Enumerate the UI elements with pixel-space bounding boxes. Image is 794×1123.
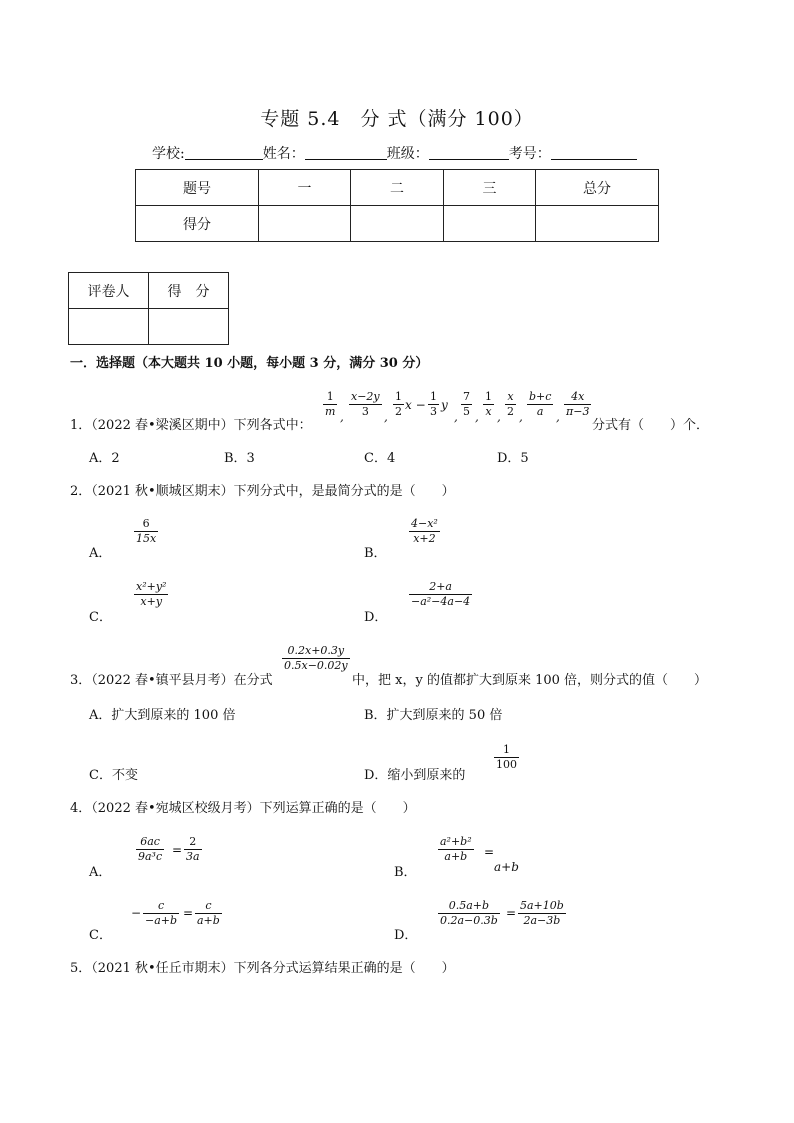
section-heading: 一．选择题（本大题共 10 小题，每小题 3 分，满分 30 分） bbox=[70, 356, 429, 371]
question-1-stem-prefix: 1．（2022 春•梁溪区期中）下列各式中： bbox=[70, 418, 312, 433]
question-3-option-b[interactable]: B．扩大到原来的 50 倍 bbox=[364, 708, 503, 723]
math-expression: $\frac{6}{15x}$ bbox=[136, 517, 157, 545]
math-expression: $\frac{2}{3a}$ bbox=[186, 835, 200, 863]
math-expression: $\frac{x}{2}$ bbox=[507, 390, 514, 418]
score-cell: 一 bbox=[259, 170, 351, 206]
question-5-stem: 5．（2021 秋•任丘市期末）下列各分式运算结果正确的是（ ） bbox=[70, 961, 455, 976]
math-expression: $\frac{6ac}{\text{9a³c}}$ bbox=[138, 835, 163, 863]
question-3-option-c[interactable]: C．不变 bbox=[89, 768, 138, 783]
question-1-stem-suffix: 分式有（ ）个． bbox=[592, 418, 710, 433]
grader-input-cell[interactable] bbox=[69, 309, 149, 345]
question-4-option-d[interactable]: D． bbox=[394, 928, 418, 943]
math-expression: $\frac{1}{3}$ bbox=[430, 390, 437, 418]
question-1-option-d[interactable]: D．5 bbox=[497, 451, 529, 466]
question-4-stem: 4．（2022 春•宛城区校级月考）下列运算正确的是（ ） bbox=[70, 801, 416, 816]
question-1-option-c[interactable]: C．4 bbox=[364, 451, 396, 466]
class-field[interactable] bbox=[429, 145, 509, 160]
question-1-option-a[interactable]: A．2 bbox=[89, 451, 120, 466]
math-expression: $\frac{7}{5}$ bbox=[463, 390, 470, 418]
school-label: 学校: bbox=[152, 146, 185, 162]
question-3-stem-suffix: 中，把 x，y 的值都扩大到原来 100 倍，则分式的值（ ） bbox=[352, 673, 708, 688]
score-table-header-row bbox=[136, 170, 659, 206]
score-cell: 题号 bbox=[136, 170, 259, 206]
student-info-line bbox=[152, 143, 637, 163]
math-expression: $\frac{1}{100}$ bbox=[496, 743, 517, 771]
math-expression: $\frac{5a+10b}{2a-3b}$ bbox=[520, 899, 564, 927]
score-table-score-row bbox=[136, 206, 659, 242]
math-expression: $\frac{0.2x+0.3y}{0.5x-0.02y}$ bbox=[284, 644, 348, 672]
math-expression: $\frac{x-2y}{3}$ bbox=[351, 390, 380, 418]
question-2-option-c[interactable]: C． bbox=[89, 610, 112, 625]
score-cell: 二 bbox=[351, 170, 444, 206]
math-expression: $\frac{1}{2}$ bbox=[395, 390, 402, 418]
math-expression: $\frac{c}{a+b}$ bbox=[197, 899, 220, 927]
math-expression: $\frac{\text{4−x²}}{x+2}$ bbox=[411, 517, 438, 545]
question-1-option-b[interactable]: B．3 bbox=[224, 451, 255, 466]
math-expression: $\frac{2+a}{\text{−a²−4a−4}}$ bbox=[411, 580, 471, 608]
question-4-option-b[interactable]: B． bbox=[394, 865, 417, 880]
question-2-option-d[interactable]: D． bbox=[364, 610, 388, 625]
question-2-option-b[interactable]: B． bbox=[364, 546, 387, 561]
score-cell: 三 bbox=[444, 170, 536, 206]
math-expression: $\frac{\text{a²+b²}}{a+b}$ bbox=[440, 835, 472, 863]
score-input-cell[interactable] bbox=[351, 206, 444, 242]
name-label: 姓名： bbox=[262, 146, 305, 162]
name-field[interactable] bbox=[305, 145, 387, 160]
question-2-option-a[interactable]: A． bbox=[89, 546, 112, 561]
score-cell: 得分 bbox=[136, 206, 259, 242]
math-expression: a+b bbox=[494, 860, 519, 874]
question-3-stem-prefix: 3．（2022 春•镇平县月考）在分式 bbox=[70, 673, 273, 688]
math-expression: $\frac{c}{-a+b}$ bbox=[145, 899, 178, 927]
question-2-stem: 2．（2021 秋•顺城区期末）下列分式中，是最简分式的是（ ） bbox=[70, 484, 455, 499]
exam-no-label: 考号： bbox=[508, 146, 551, 162]
math-expression: $\frac{1}{m}$ bbox=[325, 390, 336, 418]
grader-table bbox=[68, 272, 229, 345]
class-label: 班级： bbox=[386, 146, 429, 162]
question-3-option-a[interactable]: A．扩大到原来的 100 倍 bbox=[89, 708, 236, 723]
school-field[interactable] bbox=[185, 145, 263, 160]
question-4-option-c[interactable]: C． bbox=[89, 928, 112, 943]
math-expression: $\frac{b+c}{a}$ bbox=[529, 390, 552, 418]
question-3-option-d[interactable]: D．缩小到原来的 bbox=[364, 768, 466, 783]
score-input-cell[interactable] bbox=[259, 206, 351, 242]
math-expression: $\frac{0.5a+b}{0.2a-0.3b}$ bbox=[440, 899, 498, 927]
score-input-cell[interactable] bbox=[536, 206, 659, 242]
grade-header: 得 分 bbox=[149, 273, 229, 309]
score-input-cell[interactable] bbox=[444, 206, 536, 242]
exam-no-field[interactable] bbox=[551, 145, 637, 160]
math-expression: $\frac{\text{x²+y²}}{x+y}$ bbox=[136, 580, 167, 608]
score-cell: 总分 bbox=[536, 170, 659, 206]
question-4-option-a[interactable]: A． bbox=[89, 865, 112, 880]
math-expression: $\frac{4x}{\pi-3}$ bbox=[566, 390, 590, 418]
grader-header: 评卷人 bbox=[69, 273, 149, 309]
grade-input-cell[interactable] bbox=[149, 309, 229, 345]
math-expression: $\frac{1}{x}$ bbox=[485, 390, 492, 418]
score-table bbox=[135, 169, 659, 242]
page-title: 专题 5.4 分 式（满分 100） bbox=[260, 108, 534, 130]
